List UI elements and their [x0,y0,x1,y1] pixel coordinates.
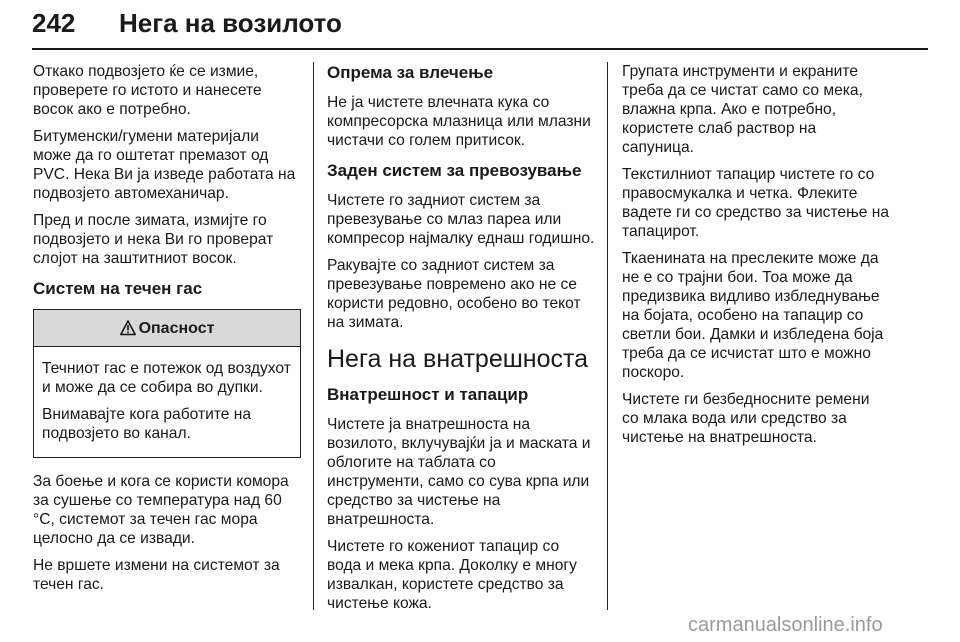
paragraph: Ткаенината на преслеките може да не е со трајни бои. Тоа може да предизвика видливо избледнување на бојата, особено на тапацир со светли бои. Дамки и избледена боја треба да се исчистат што е можно поскоро. [622,250,884,381]
middle-column [327,62,595,621]
paragraph: Чистете го кожениот тапацир со вода и мека крпа. Доколку е многу извалкан, користете средство за чистење кожа. [327,538,577,612]
section-heading-towing: Опрема за влечење [327,63,494,82]
column-divider [607,62,608,610]
paragraph: Чистете ја внатрешноста на возилото, вклучувајќи ја и маската и облогите на таблата со инструменти, само со сува крпа или средство за чистење на внатрешноста. [327,416,591,528]
page-title: Нега на возилото [119,8,342,38]
paragraph: Не ја чистете влечната кука со компресорска млазница или млазни чистачи со голем притисок. [327,94,591,149]
paragraph: Текстилниот тапацир чистете го со правосмукалка и четка. Флеките вадете ги со средство за чистење на тапацирот. [622,166,890,240]
header-rule [32,48,928,50]
paragraph: Пред и после зимата, измијте го подвозјето и нека Ви го проверат слојот на заштитниот восок. [33,212,274,267]
warning-triangle-icon [120,320,136,336]
chapter-heading-interior: Нега на внатрешноста [327,345,589,373]
paragraph: Чистете ги безбедносните ремени со млака вода или средство за чистење на внатрешноста. [622,391,870,446]
section-heading-lpg: Систем на течен гас [33,279,203,298]
page-header [32,2,928,50]
warning-text: Течниот гас е потежок од воздухот и може да се собира во дупки. [42,360,291,396]
section-heading-rear-carrier: Заден систем за превозување [327,161,582,180]
paragraph: Битуменски/гумени материјали може да го оштетат премазот од PVC. Нека Ви ја изведе работата на подвозјето автомеханичар. [33,128,296,202]
right-column [622,62,890,455]
section-heading-upholstery: Внатрешност и тапацир [327,385,529,404]
danger-warning-box [33,309,301,458]
paragraph: Не вршете измени на системот за течен гас. [33,557,280,593]
warning-text: Внимавајте кога работите на подвозјето во канал. [42,406,252,442]
warning-header [34,310,300,347]
watermark: carmanualsonline.info [688,614,883,636]
column-divider [313,62,314,610]
paragraph: Откако подвозјето ќе се измие, проверете го истото и нанесете восок ако е потребно. [33,63,262,118]
paragraph: Групата инструменти и екраните треба да се чистат само со мека, влажна крпа. Ако е потребно, користете слаб раствор на сапуница. [622,63,863,156]
warning-body [34,347,300,457]
page-number: 242 [32,8,76,38]
paragraph: Чистете го задниот систем за превезување со млаз пареа или компресор најмалку еднаш годишно. [327,192,595,247]
paragraph: За боење и кога се користи комора за сушење со температура над 60 °C, системот за течен гас мора целосно да се извади. [33,473,289,547]
warning-title: Опасност [138,319,215,337]
left-column [33,62,301,602]
paragraph: Ракувајте со задниот систем за превезување повремено ако не се користи редовно, особено во текот на зимата. [327,257,581,331]
